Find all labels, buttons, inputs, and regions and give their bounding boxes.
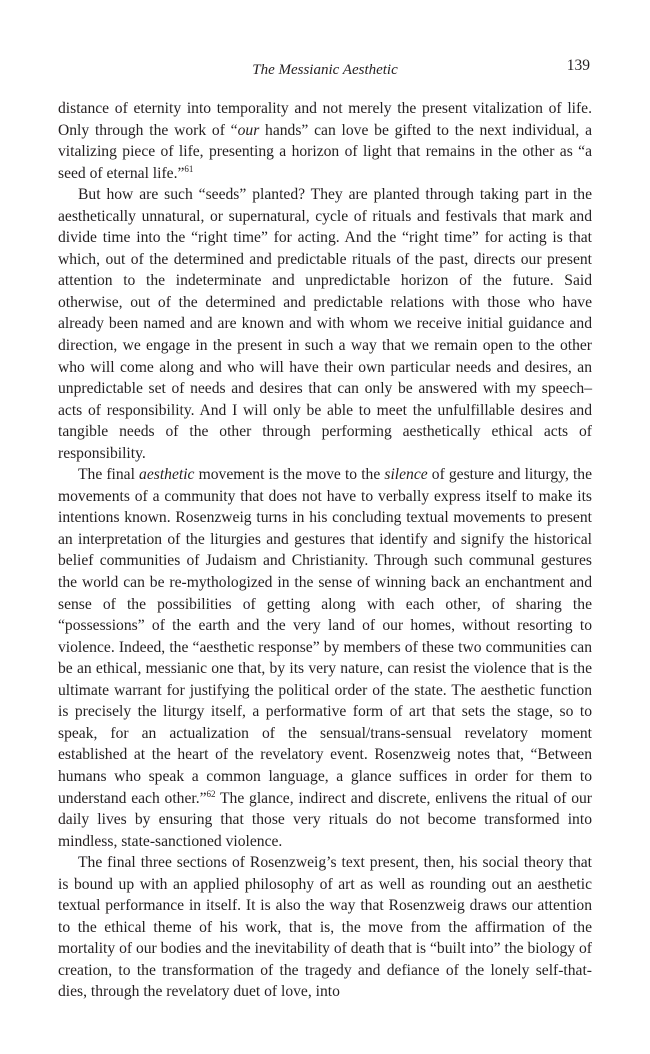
text-run: The final three sections of Rosenzweig’s text present, then, his social theory that is bound up with an applied philosophy of art as well as rounding out an aesthetic textual performance in itself. It is also the way that Rosenzweig draws our attention to the ethical theme of his work, that is, the move from the affirmation of the mortality of our bodies and the inevitability of death that is “built into” the biology of creation, to the transformation of the tragedy and defiance of the lonely self-that-dies, through the revelatory duet of love, into bbox=[58, 854, 592, 1001]
text-run: distance of eternity into temporality and not merely the present vitalization of life. Only through the work of “ bbox=[58, 100, 592, 139]
italic-text: our bbox=[237, 121, 260, 139]
book-page bbox=[58, 56, 592, 1003]
paragraph bbox=[58, 98, 592, 184]
body-text bbox=[58, 98, 592, 1003]
footnote-ref: 61 bbox=[184, 163, 194, 174]
footnote-ref: 62 bbox=[206, 788, 216, 799]
text-run: The final bbox=[78, 466, 140, 484]
paragraph bbox=[58, 464, 592, 852]
text-run: movement is the move to the bbox=[194, 466, 385, 484]
page-number: 139 bbox=[566, 57, 590, 74]
page-header bbox=[58, 56, 592, 82]
italic-text: silence bbox=[384, 466, 428, 484]
italic-text: aesthetic bbox=[139, 466, 195, 484]
paragraph bbox=[58, 852, 592, 1003]
text-run: of gesture and liturgy, the movements of a community that does not have to verbally express itself to make its intentions known. Rosenzweig turns in his concluding textual movements to present an interpretation of the liturgies and gestures that identify and signify the historical belief communities of Judaism and Christianity. Through such communal gestures the world can be re-mythologized in the sense of winning back an enchantment and sense of the possibilities of getting along with each other, of sharing the “possessions” of the earth and the very land of our homes, without resorting to violence. Indeed, the “aesthetic response” by members of these two communities can be an ethical, messianic one that, by its very nature, can resist the violence that is the ultimate warrant for justifying the political order of the state. The aesthetic function is precisely the liturgy itself, a performative form of art that sets the stage, so to speak, for an actualization of the sensual/trans-sensual revelatory moment established at the heart of the revelatory event. Rosenzweig notes that, “Between humans who speak a common language, a glance suffices in order for them to understand each other.” bbox=[58, 466, 592, 807]
paragraph bbox=[58, 184, 592, 464]
text-run: hands” can love be gifted to the next individual, a vitalizing piece of life, presenting a horizon of light that remains in the other as “a seed of eternal life.” bbox=[58, 121, 592, 182]
running-head: The Messianic Aesthetic bbox=[252, 62, 398, 78]
text-run: But how are such “seeds” planted? They are planted through taking part in the aesthetically unnatural, or supernatural, cycle of rituals and festivals that mark and divide time into the “right time” for acting. And the “right time” for acting is that which, out of the determined and predictable rituals of the past, directs our present attention to the indeterminate and unpredictable horizon of the future. Said otherwise, out of the determined and predictable relations with those who have already been named and are known and with whom we receive initial guidance and direction, we engage in the present in such a way that we remain open to the other who will come along and who will have their own particular needs and desires, an unpredictable set of needs and desires that can only be answered with my speech–acts of responsibility. And I will only be able to meet the unfulfillable desires and tangible needs of the other through performing aesthetically ethical acts of responsibility. bbox=[58, 186, 592, 462]
text-run: The glance, indirect and discrete, enlivens the ritual of our daily lives by ensuring that those very rituals do not become transformed into mindless, state-sanctioned violence. bbox=[58, 789, 593, 850]
